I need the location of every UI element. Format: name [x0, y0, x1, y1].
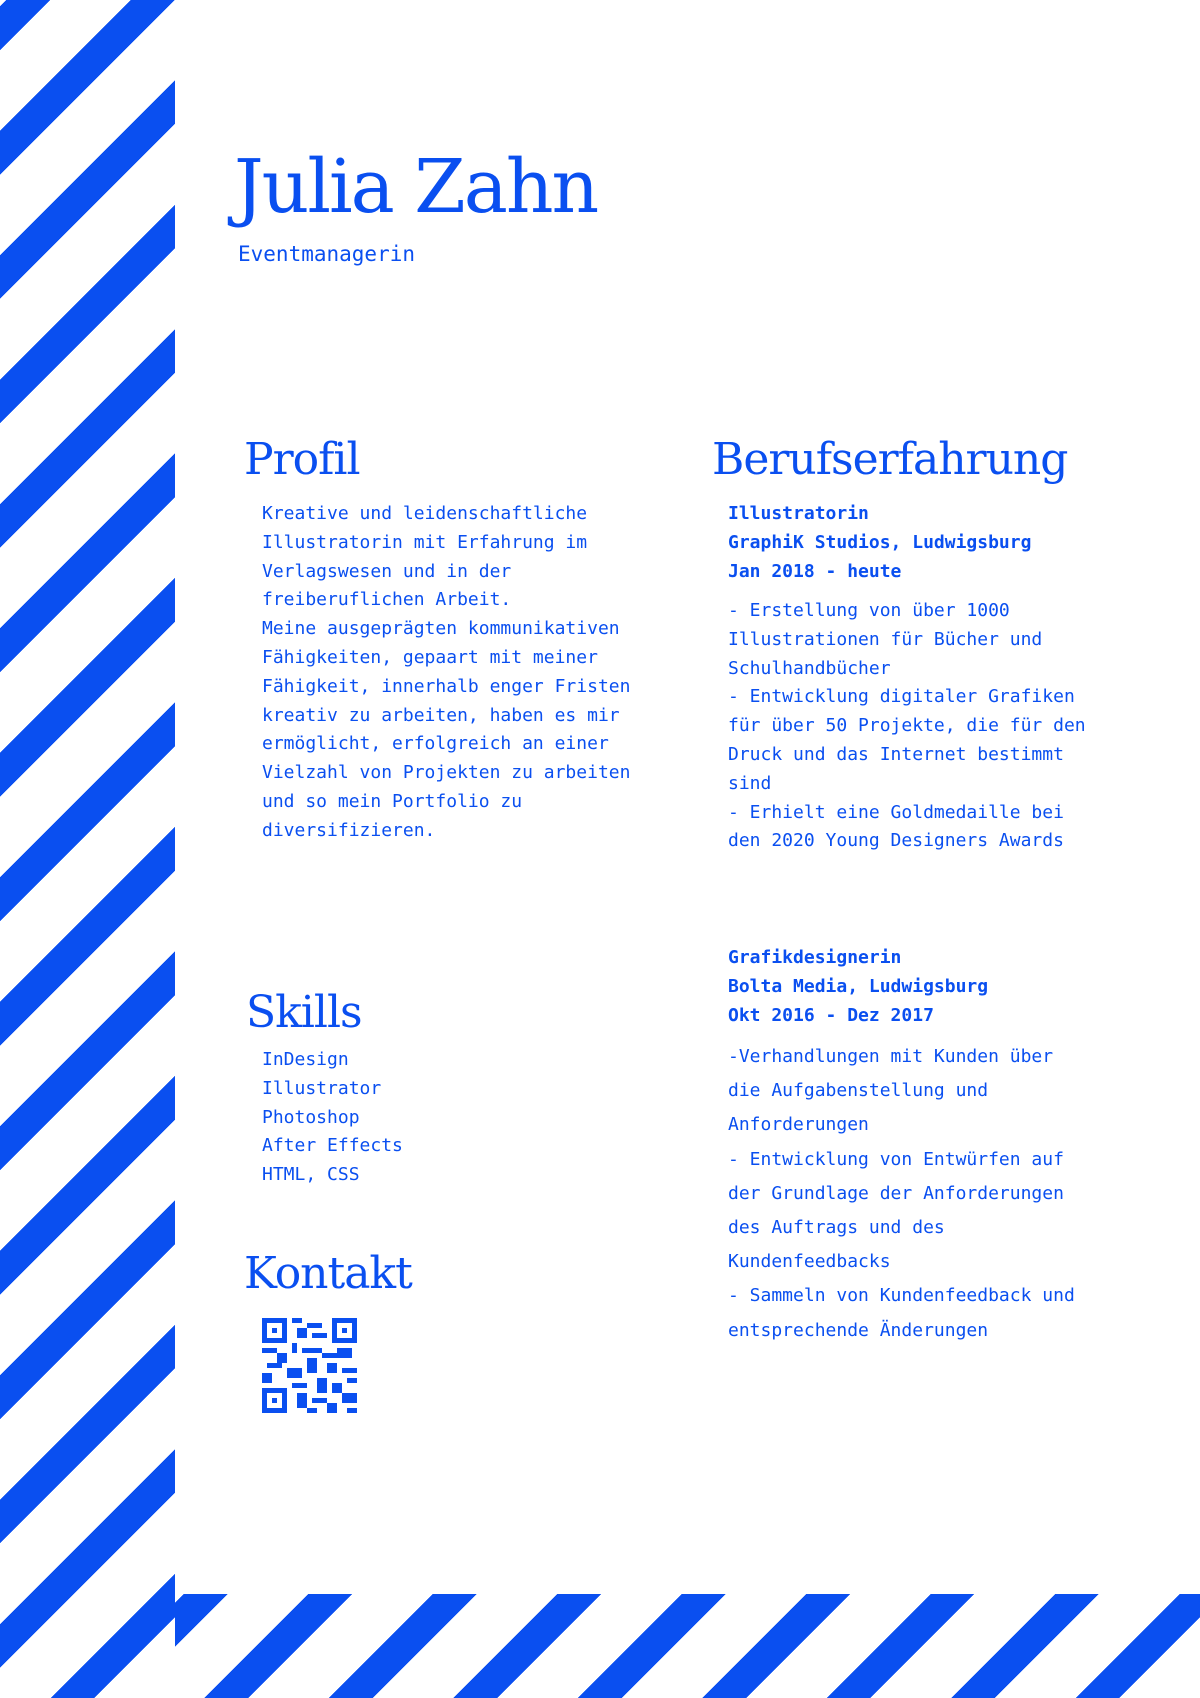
skill-item: After Effects: [262, 1135, 403, 1157]
skills-heading: Skills: [246, 987, 362, 1038]
profile-heading: Profil: [244, 434, 360, 485]
job-details-1: - Erstellung von über 1000 Illustrationen für Bücher und Schulhandbücher - Entwicklung digitaler Grafiken für über 50 Projekte, die für den Druck und das Internet bestimmt sind - Erhielt eine Goldmedaille bei den 2020 Young Designers Awards: [728, 600, 1086, 852]
experience-heading: Berufserfahrung: [712, 434, 1068, 485]
skill-item: HTML, CSS: [262, 1164, 360, 1186]
contact-heading: Kontakt: [244, 1248, 412, 1299]
decorative-stripes-left: [0, 0, 175, 1698]
profile-text: Kreative und leidenschaftliche Illustratorin mit Erfahrung im Verlagswesen und in der freiberuflichen Arbeit. Meine ausgeprägten kommunikativen Fähigkeiten, gepaart mit meiner Fähigkeit, innerhalb enger Fristen kreativ zu arbeiten, haben es mir ermöglicht, erfolgreich an einer Vielzahl von Projekten zu arbeiten und so mein Portfolio zu diversifizieren.: [262, 503, 631, 841]
skill-item: InDesign: [262, 1049, 349, 1070]
skill-item: Photoshop: [262, 1106, 360, 1128]
job-header-1: Illustratorin GraphiK Studios, Ludwigsburg Jan 2018 - heute: [728, 503, 1032, 582]
skills-list: [262, 1046, 562, 1190]
skill-item: Illustrator: [262, 1077, 382, 1099]
job-role: Eventmanagerin: [238, 242, 416, 266]
decorative-stripes-bottom: [175, 1594, 1200, 1698]
job-details-2: -Verhandlungen mit Kunden über die Aufgabenstellung und Anforderungen - Entwicklung von Entwürfen auf der Grundlage der Anforderungen des Auftrags und des Kundenfeedbacks - Sammeln von Kundenfeedback und entsprechende Änderungen: [728, 1046, 1075, 1341]
qr-code: [262, 1318, 357, 1413]
candidate-name: Julia Zahn: [234, 144, 598, 230]
job-header-2: Grafikdesignerin Bolta Media, Ludwigsburg Okt 2016 - Dez 2017: [728, 947, 989, 1026]
